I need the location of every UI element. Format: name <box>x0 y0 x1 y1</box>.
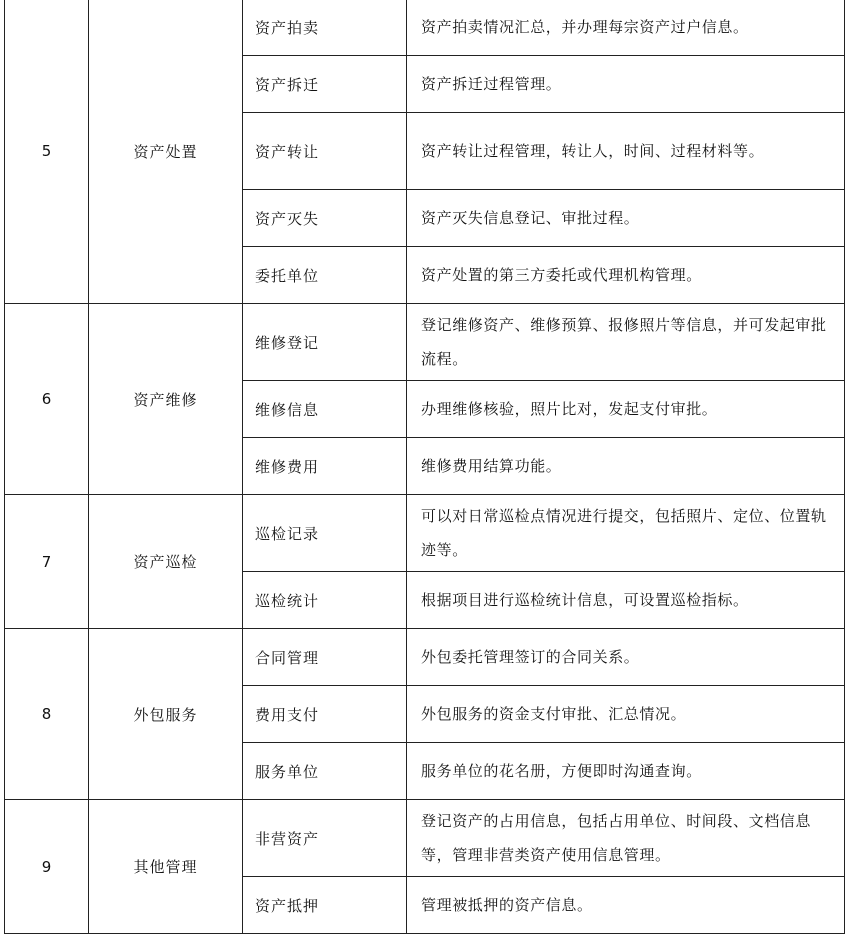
function-name: 维修信息 <box>243 381 407 438</box>
function-description: 资产拍卖情况汇总，并办理每宗资产过户信息。 <box>407 0 845 56</box>
function-description: 外包委托管理签订的合同关系。 <box>407 629 845 686</box>
function-name: 维修登记 <box>243 304 407 381</box>
function-name: 巡检记录 <box>243 495 407 572</box>
function-name: 资产抵押 <box>243 877 407 934</box>
module-name: 其他管理 <box>89 800 243 934</box>
function-name: 资产拍卖 <box>243 0 407 56</box>
function-name: 服务单位 <box>243 743 407 800</box>
function-description: 资产处置的第三方委托或代理机构管理。 <box>407 247 845 304</box>
table-row <box>5 629 845 686</box>
function-description: 可以对日常巡检点情况进行提交，包括照片、定位、位置轨迹等。 <box>407 495 845 572</box>
module-name: 资产巡检 <box>89 495 243 629</box>
function-name: 巡检统计 <box>243 572 407 629</box>
function-description: 登记资产的占用信息，包括占用单位、时间段、文档信息等，管理非营类资产使用信息管理。 <box>407 800 845 877</box>
function-name: 委托单位 <box>243 247 407 304</box>
table-row <box>5 304 845 381</box>
module-name: 外包服务 <box>89 629 243 800</box>
function-description: 办理维修核验，照片比对，发起支付审批。 <box>407 381 845 438</box>
function-description: 根据项目进行巡检统计信息，可设置巡检指标。 <box>407 572 845 629</box>
function-name: 资产灭失 <box>243 190 407 247</box>
row-number: 9 <box>5 800 89 934</box>
row-number: 7 <box>5 495 89 629</box>
function-name: 维修费用 <box>243 438 407 495</box>
table-row <box>5 495 845 572</box>
function-description: 管理被抵押的资产信息。 <box>407 877 845 934</box>
function-description: 维修费用结算功能。 <box>407 438 845 495</box>
function-name: 非营资产 <box>243 800 407 877</box>
row-number: 8 <box>5 629 89 800</box>
function-name: 资产转让 <box>243 113 407 190</box>
function-description: 登记维修资产、维修预算、报修照片等信息，并可发起审批流程。 <box>407 304 845 381</box>
row-number: 5 <box>5 0 89 304</box>
function-name: 合同管理 <box>243 629 407 686</box>
table-row <box>5 0 845 56</box>
function-description: 资产拆迁过程管理。 <box>407 56 845 113</box>
module-name: 资产维修 <box>89 304 243 495</box>
function-description: 服务单位的花名册，方便即时沟通查询。 <box>407 743 845 800</box>
function-description: 资产灭失信息登记、审批过程。 <box>407 190 845 247</box>
function-description: 外包服务的资金支付审批、汇总情况。 <box>407 686 845 743</box>
row-number: 6 <box>5 304 89 495</box>
table-row <box>5 800 845 877</box>
function-table <box>4 0 845 934</box>
function-name: 费用支付 <box>243 686 407 743</box>
function-name: 资产拆迁 <box>243 56 407 113</box>
function-description: 资产转让过程管理，转让人，时间、过程材料等。 <box>407 113 845 190</box>
module-name: 资产处置 <box>89 0 243 304</box>
